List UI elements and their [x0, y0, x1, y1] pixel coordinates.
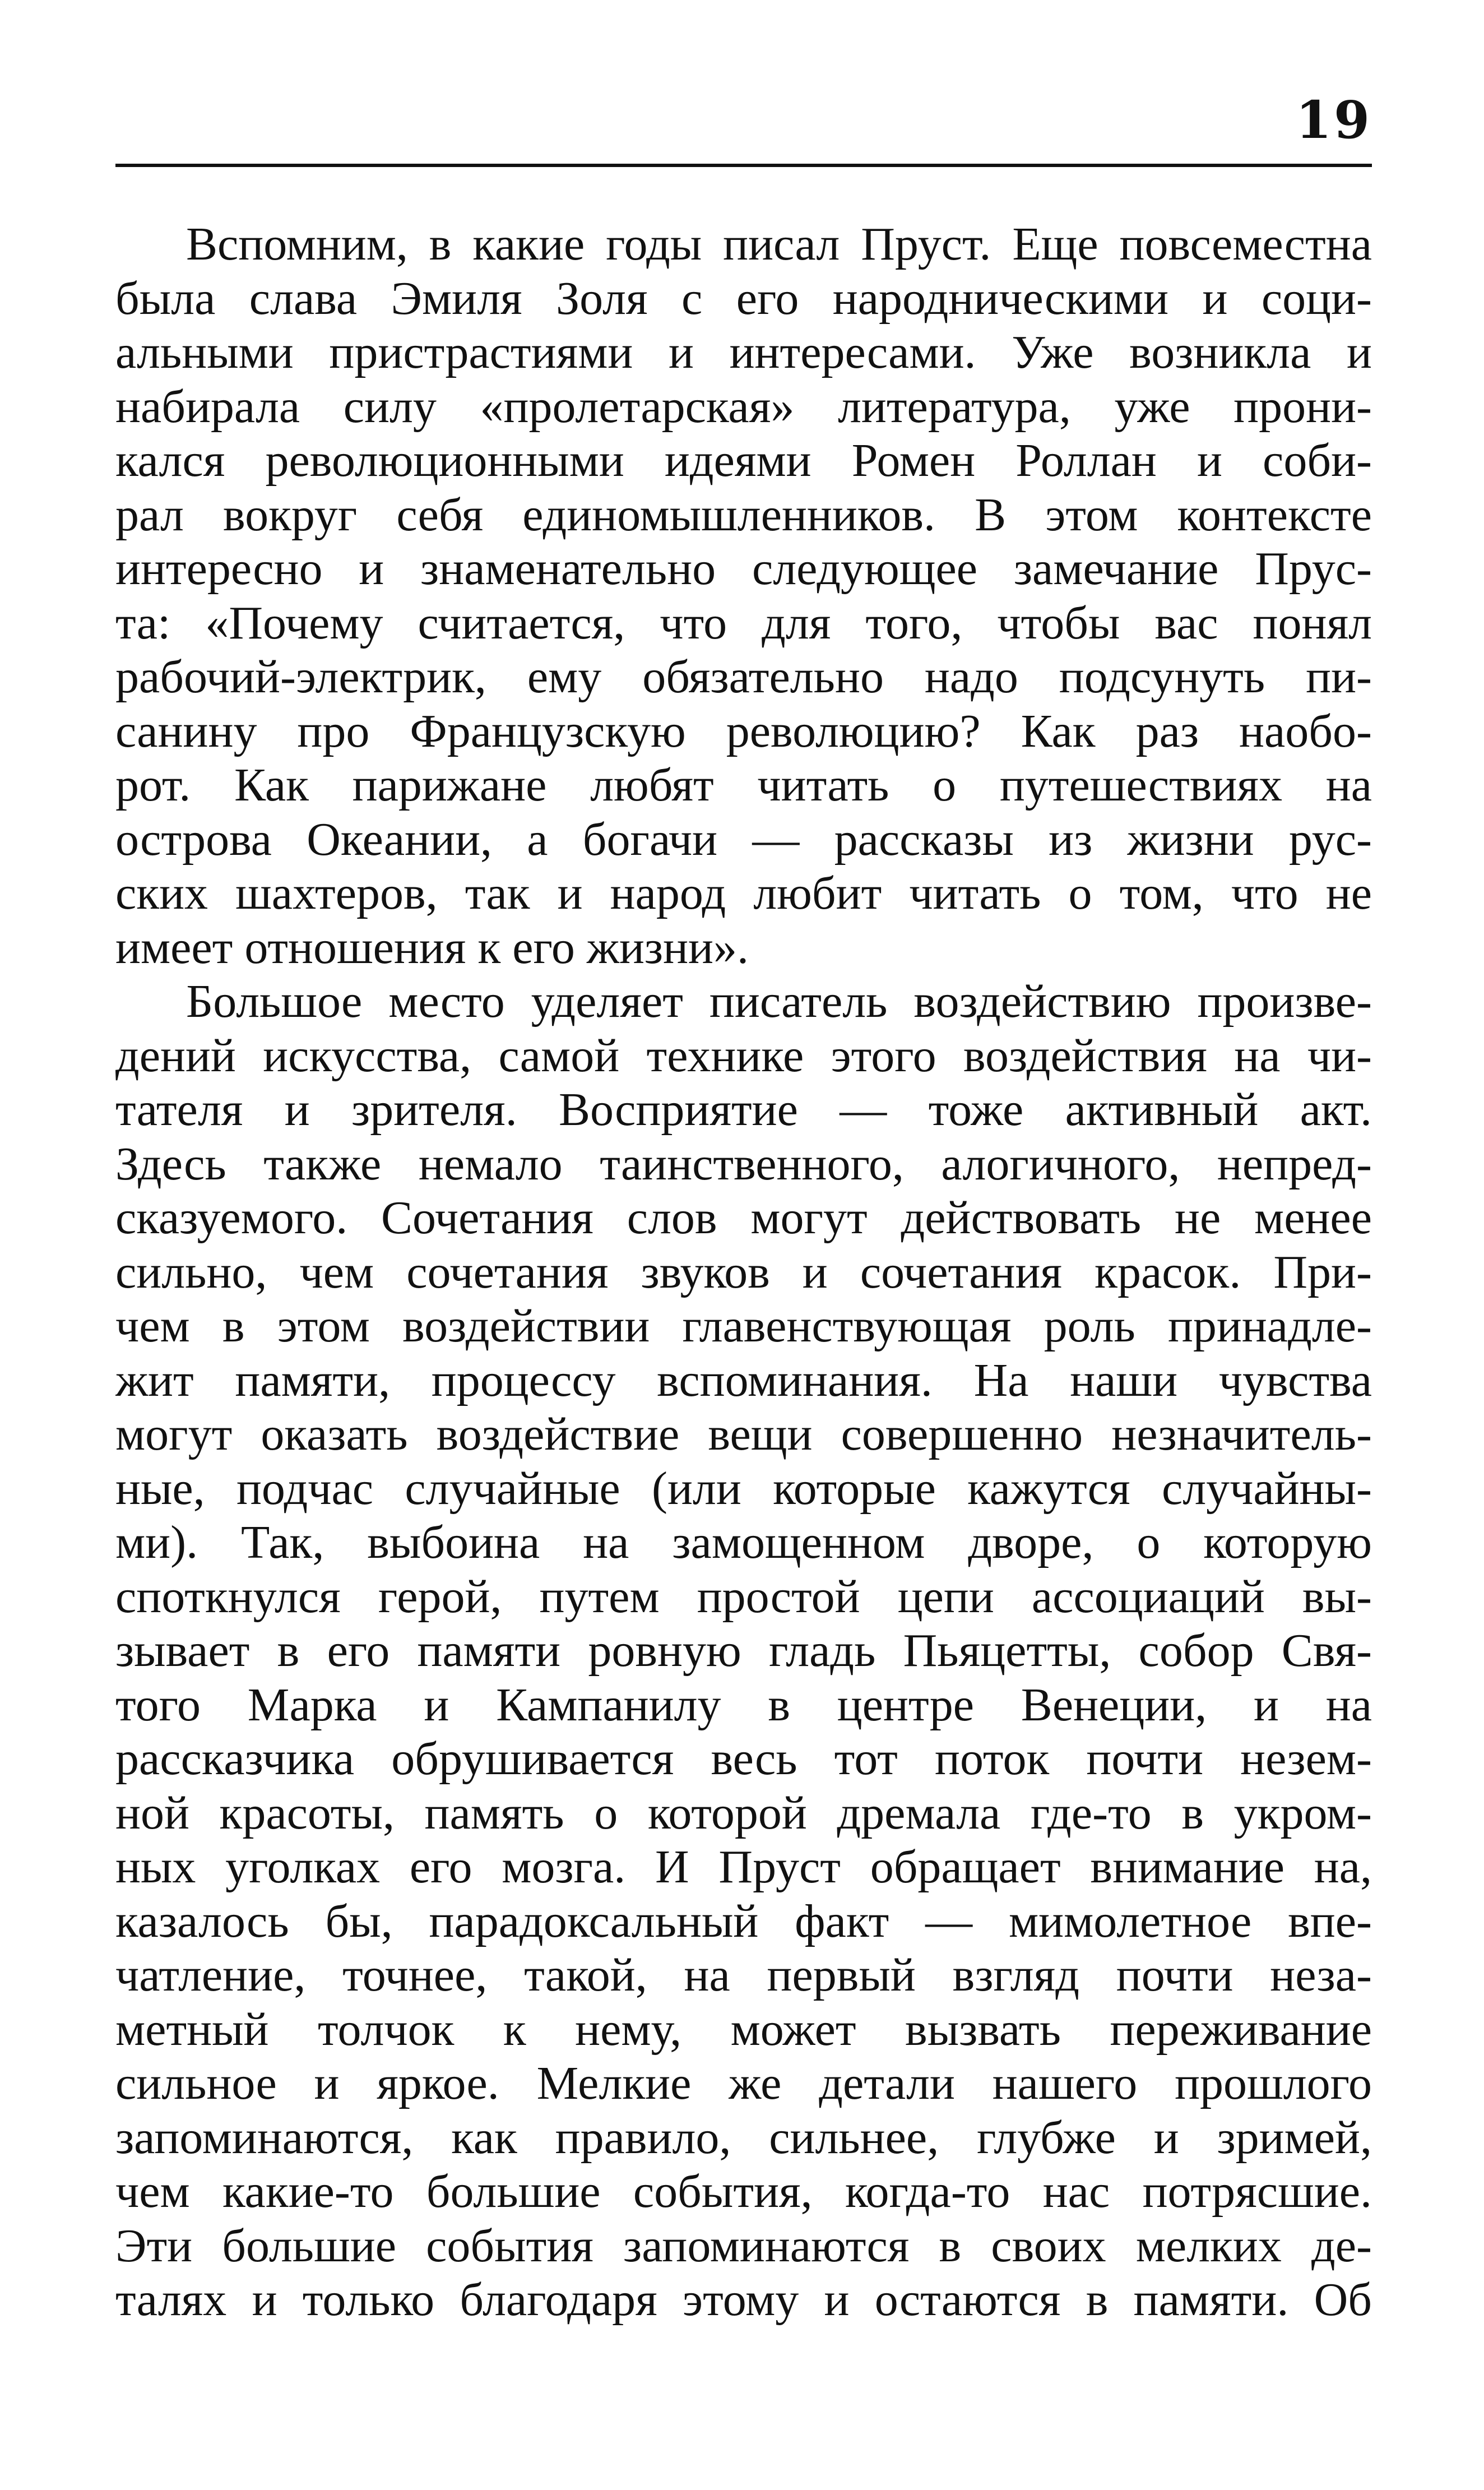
text-line: рал вокруг себя единомышленников. В этом контексте — [115, 488, 1372, 541]
text-line: талях и только благодаря этому и остаются в памяти. Об — [115, 2274, 1372, 2326]
text-line: Вспомним, в какие годы писал Пруст. Еще повсеместна — [186, 218, 1372, 270]
text-line: дений искусства, самой технике этого воздействия на чи- — [115, 1029, 1372, 1082]
text-line: Здесь также немало таинственного, алогичного, непред- — [115, 1137, 1372, 1190]
page-number: 19 — [1295, 90, 1372, 150]
body-text — [115, 217, 1372, 2327]
text-line: того Марка и Кампанилу в центре Венеции, и на — [115, 1678, 1372, 1731]
text-line: та: «Почему считается, что для того, чтобы вас понял — [115, 596, 1372, 649]
text-line: ми). Так, выбоина на замощенном дворе, о которую — [115, 1516, 1372, 1568]
header-rule — [115, 164, 1372, 167]
text-line: имеет отношения к его жизни». — [115, 921, 749, 974]
text-line: острова Океании, а богачи — рассказы из жизни рус- — [115, 813, 1372, 866]
text-line: жит памяти, процессу вспоминания. На наши чувства — [115, 1354, 1372, 1406]
text-line: была слава Эмиля Золя с его народническими и соци- — [115, 272, 1372, 325]
text-line: чатление, точнее, такой, на первый взгляд почти неза- — [115, 1949, 1372, 2001]
text-line: зывает в его памяти ровную гладь Пьяцетты, собор Свя- — [115, 1624, 1372, 1677]
text-line: сказуемого. Сочетания слов могут действовать не менее — [115, 1192, 1372, 1244]
text-line: рабочий-электрик, ему обязательно надо подсунуть пи- — [115, 651, 1372, 703]
text-line: ных уголках его мозга. И Пруст обращает внимание на, — [115, 1841, 1372, 1893]
text-line: запоминаются, как правило, сильнее, глубже и зримей, — [115, 2111, 1372, 2164]
text-line: метный толчок к нему, может вызвать переживание — [115, 2003, 1372, 2056]
text-line: сильное и яркое. Мелкие же детали нашего прошлого — [115, 2057, 1372, 2109]
text-line: Большое место уделяет писатель воздействию произве- — [186, 975, 1372, 1028]
paragraph-1 — [115, 217, 1372, 975]
text-line: Эти большие события запоминаются в своих мелких де- — [115, 2219, 1372, 2272]
text-line: споткнулся герой, путем простой цепи ассоциаций вы- — [115, 1570, 1372, 1623]
text-line: тателя и зрителя. Восприятие — тоже активный акт. — [115, 1084, 1372, 1136]
text-line: рот. Как парижане любят читать о путешествиях на — [115, 759, 1372, 811]
text-line: казалось бы, парадоксальный факт — мимолетное впе- — [115, 1895, 1372, 1947]
text-line: альными пристрастиями и интересами. Уже возникла и — [115, 326, 1372, 378]
text-line: чем какие-то большие события, когда-то нас потрясшие. — [115, 2165, 1372, 2218]
text-line: набирала силу «пролетарская» литература, уже прони- — [115, 380, 1372, 433]
text-line: рассказчика обрушивается весь тот поток почти незем- — [115, 1733, 1372, 1785]
text-line: чем в этом воздействии главенствующая роль принадле- — [115, 1300, 1372, 1352]
paragraph-2 — [115, 975, 1372, 2327]
text-line: ских шахтеров, так и народ любит читать о том, что не — [115, 867, 1372, 919]
text-line: кался революционными идеями Ромен Роллан и соби- — [115, 434, 1372, 487]
text-line: могут оказать воздействие вещи совершенно незначитель- — [115, 1408, 1372, 1460]
text-line: ные, подчас случайные (или которые кажутся случайны- — [115, 1462, 1372, 1515]
text-line: интересно и знаменательно следующее замечание Прус- — [115, 543, 1372, 595]
text-line: сильно, чем сочетания звуков и сочетания красок. При- — [115, 1246, 1372, 1298]
text-line: санину про Французскую революцию? Как раз наобо- — [115, 705, 1372, 757]
text-line: ной красоты, память о которой дремала где-то в укром- — [115, 1786, 1372, 1839]
